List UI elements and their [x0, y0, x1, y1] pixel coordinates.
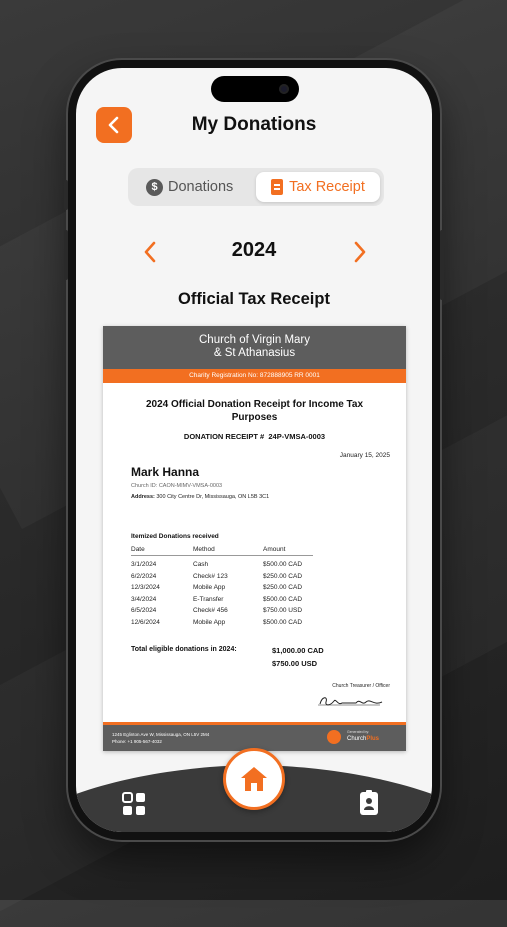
tab-switcher — [128, 168, 384, 206]
footer-address — [112, 731, 209, 745]
row-method: Cash — [193, 561, 209, 569]
tab-tax-receipt-label: Tax Receipt — [289, 179, 365, 195]
side-button — [440, 230, 444, 300]
column-header-method: Method — [193, 546, 215, 553]
row-method: Mobile App — [193, 618, 226, 626]
side-button — [64, 230, 68, 280]
section-title: Official Tax Receipt — [178, 290, 330, 308]
signatory-title: Church Treasurer / Officer — [332, 683, 390, 689]
receipt-title: 2024 Official Donation Receipt for Income Tax Purposes — [145, 399, 364, 423]
next-year-button[interactable] — [350, 240, 370, 264]
home-button[interactable] — [223, 748, 285, 810]
footer-address-line: 1245 Eglinton Ave W, Mississauga, ON L5V 2M4 — [112, 732, 210, 737]
receipt-number-value: 24P-VMSA-0003 — [268, 432, 326, 441]
phone-frame — [68, 60, 440, 840]
row-method: Check# 456 — [193, 607, 228, 615]
receipt-date: January 15, 2025 — [339, 452, 390, 459]
donor-name: Mark Hanna — [131, 465, 200, 479]
dynamic-island — [211, 76, 299, 102]
receipt-header — [103, 326, 406, 369]
home-icon — [239, 765, 269, 793]
table-header — [131, 546, 313, 556]
donations-table — [131, 546, 313, 628]
row-method: Mobile App — [193, 584, 226, 592]
table-row — [131, 605, 313, 617]
address-value: 300 City Centre Dr, Mississauga, ON L5B 3C1 — [156, 494, 270, 500]
row-date: 12/3/2024 — [131, 584, 160, 592]
church-id: Church ID: CAON-MIMV-VMSA-0003 — [131, 483, 223, 489]
row-amount: $500.00 CAD — [263, 595, 303, 603]
row-method: E-Transfer — [193, 595, 224, 603]
donor-address — [131, 494, 269, 500]
row-amount: $500.00 CAD — [263, 618, 303, 626]
footer-brand — [347, 736, 379, 742]
camera-icon — [279, 84, 289, 94]
dollar-icon: $ — [146, 179, 163, 196]
church-name-line2: & St Athanasius — [213, 347, 296, 359]
footer-generated-label: Generated by: — [347, 730, 370, 734]
receipt-number — [103, 432, 406, 441]
church-name-line1: Church of Virgin Mary — [199, 334, 310, 346]
row-amount: $250.00 CAD — [263, 572, 303, 580]
chevron-right-icon — [356, 243, 364, 261]
table-row — [131, 571, 313, 583]
page-title: My Donations — [191, 114, 317, 135]
side-button — [64, 180, 68, 210]
total-cad: $1,000.00 CAD — [272, 646, 324, 655]
row-date: 6/2/2024 — [131, 572, 157, 580]
churchplus-logo-icon — [327, 730, 341, 744]
address-label: Address: — [131, 494, 155, 500]
tab-donations[interactable] — [146, 176, 233, 198]
brand-part-a: Church — [347, 736, 367, 742]
tab-tax-receipt[interactable] — [256, 172, 380, 202]
id-badge-icon[interactable] — [359, 790, 379, 816]
row-method: Check# 123 — [193, 572, 228, 580]
year-label: 2024 — [231, 239, 277, 261]
itemized-title: Itemized Donations received — [131, 533, 219, 540]
grid-icon[interactable] — [122, 792, 146, 816]
row-amount: $500.00 CAD — [263, 561, 303, 569]
row-amount: $250.00 CAD — [263, 584, 303, 592]
total-usd: $750.00 USD — [272, 659, 318, 668]
row-date: 6/5/2024 — [131, 607, 157, 615]
column-header-date: Date — [131, 546, 145, 553]
brand-part-b: Plus — [366, 736, 380, 742]
table-row — [131, 559, 313, 571]
table-row — [131, 617, 313, 629]
receipt-number-label: DONATION RECEIPT # — [183, 432, 265, 441]
charity-registration: Charity Registration No: 872888905 RR 0001 — [103, 369, 406, 383]
app-screen — [76, 68, 432, 832]
column-header-amount: Amount — [263, 546, 286, 553]
signature-image — [316, 692, 386, 710]
footer-phone-line: Phone: +1 905-567-4032 — [112, 739, 162, 744]
total-label: Total eligible donations in 2024: — [131, 646, 237, 653]
tax-receipt-document[interactable] — [103, 326, 406, 751]
row-date: 3/4/2024 — [131, 595, 157, 603]
table-row — [131, 582, 313, 594]
row-date: 3/1/2024 — [131, 561, 157, 569]
row-amount: $750.00 USD — [263, 607, 303, 615]
table-row — [131, 594, 313, 606]
row-date: 12/6/2024 — [131, 618, 160, 626]
document-icon — [271, 179, 283, 195]
tab-donations-label: Donations — [168, 179, 234, 195]
